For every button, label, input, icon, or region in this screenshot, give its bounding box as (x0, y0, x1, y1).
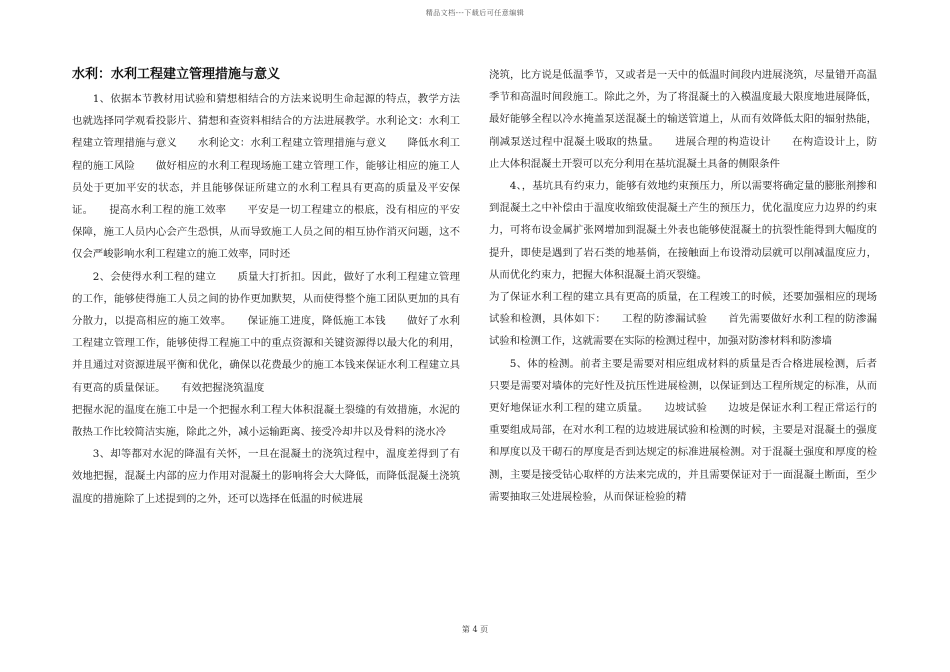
paragraph: 5、体的检测。前者主要是需要对相应组成材料的质量是否合格进展检测，后者只要是需要对墙体的完好性及抗压性进展检测，以保证到达工程所规定的标准，从而更好地保证水利工程的建立质量。 边坡试验 边坡是保证水利工程正常运行的重要组成局部，在对水利工程的边坡进展试验和检测的时候，主要是对混凝土的强度和厚度以及干砌石的厚度是否到达规定的标准进展检测。对于混凝土强度和厚度的检测，主要是接受钻心取样的方法来完成的，并且需要保证对于一面混凝土断面，至少需要抽取三处进展检验，从而保证检验的精 (489, 357, 877, 503)
page-number: 第 4 页 (461, 625, 489, 634)
right-column (489, 64, 877, 508)
left-column (72, 64, 460, 510)
paragraph: 2、会使得水利工程的建立 质量大打折扣。因此，做好了水利工程建立管理的工作，能够使得施工人员之间的协作更加默契，从而使得整个施工团队更加的具有分散力，以提高相应的施工效率。 保证施工进度，降低施工本钱 做好了水利工程建立管理工作，能够使得工程施工中的重点资源和关键资源得以最大化的利用，并且通过对资源进展平衡和优化，确保以花费最少的施工本钱来保证水利工程建立具有更高的质量保证。 有效把握浇筑温度 (72, 270, 460, 394)
paragraph: 3、却等都对水泥的降温有关怀，一旦在混凝土的浇筑过程中，温度差得到了有效地把握，混凝土内部的应力作用对混凝土的影响将会大大降低，而降低混凝土浇筑温度的措施除了上述提到的之外，还可以选择在低温的时候进展 (72, 448, 460, 505)
page-header-note: 精品文档---下载后可任意编辑 (425, 9, 525, 17)
paragraph: 浇筑，比方说是低温季节，又或者是一天中的低温时间段内进展浇筑，尽量错开高温季节和高温时间段施工。除此之外，为了将混凝土的入模温度最大限度地进展降低，最好能够全程以冷水掩盖泵送混凝土的输送管道上，从而有效降低太阳的辐射热能，削减泵送过程中混凝土吸取的热量。 进展合理的构造设计 在构造设计上，防止大体积混凝土开裂可以充分利用在基坑混凝土具备的侧限条件 (489, 69, 877, 170)
paragraph: 为了保证水利工程的建立具有更高的质量，在工程竣工的时候，还要加强相应的现场试验和检测，具体如下： 工程的防渗漏试验 首先需要做好水利工程的防渗漏试验和检测工作，这就需要在实际的检测过程中，加强对防渗材料和防渗墙 (489, 291, 877, 348)
paragraph: 1、依据本节教材用试验和猜想相结合的方法来说明生命起源的特点，教学方法也就选择同学观看投影片、猜想和查资料相结合的方法进展教学。水利论文：水利工程建立管理措施与意义 水利论文：水利工程建立管理措施与意义 降低水利工程的施工风险 做好相应的水利工程现场施工建立管理工作，能够让相应的施工人员处于更加平安的状态，并且能够保证所建立的水利工程具有更高的质量及平安保证。 提高水利工程的施工效率 平安是一切工程建立的根底，没有相应的平安保障，施工人员内心会产生恐惧，从而导致施工人员之间的相互协作消灭问题，这不仅会严峻影响水利工程建立的施工效率，同时还 (72, 93, 460, 261)
paragraph: 4、，基坑具有约束力，能够有效地约束预压力，所以需要将确定量的膨胀剂掺和到混凝土之中补偿由于温度收缩致使混凝土产生的预压力，优化温度应力边界的约束力，可将布设金属扩张网增加到混凝土外表也能够使混凝土的抗裂性能得到大幅度的提升，即使是遇到了岩石类的地基倘，在接触面上布设滑动层就可以削减温度应力，从而优化约束力，把握大体积混凝土消灭裂缝。 (489, 180, 877, 281)
paragraph: 把握水泥的温度在施工中是一个把握水利工程大体积混凝土裂缝的有效措施，水泥的散热工作比较简洁实施，除此之外，减小运输距离、接受冷却井以及骨料的浇水冷 (72, 403, 460, 439)
document-title: 水利：水利工程建立管理措施与意义 (72, 67, 281, 82)
